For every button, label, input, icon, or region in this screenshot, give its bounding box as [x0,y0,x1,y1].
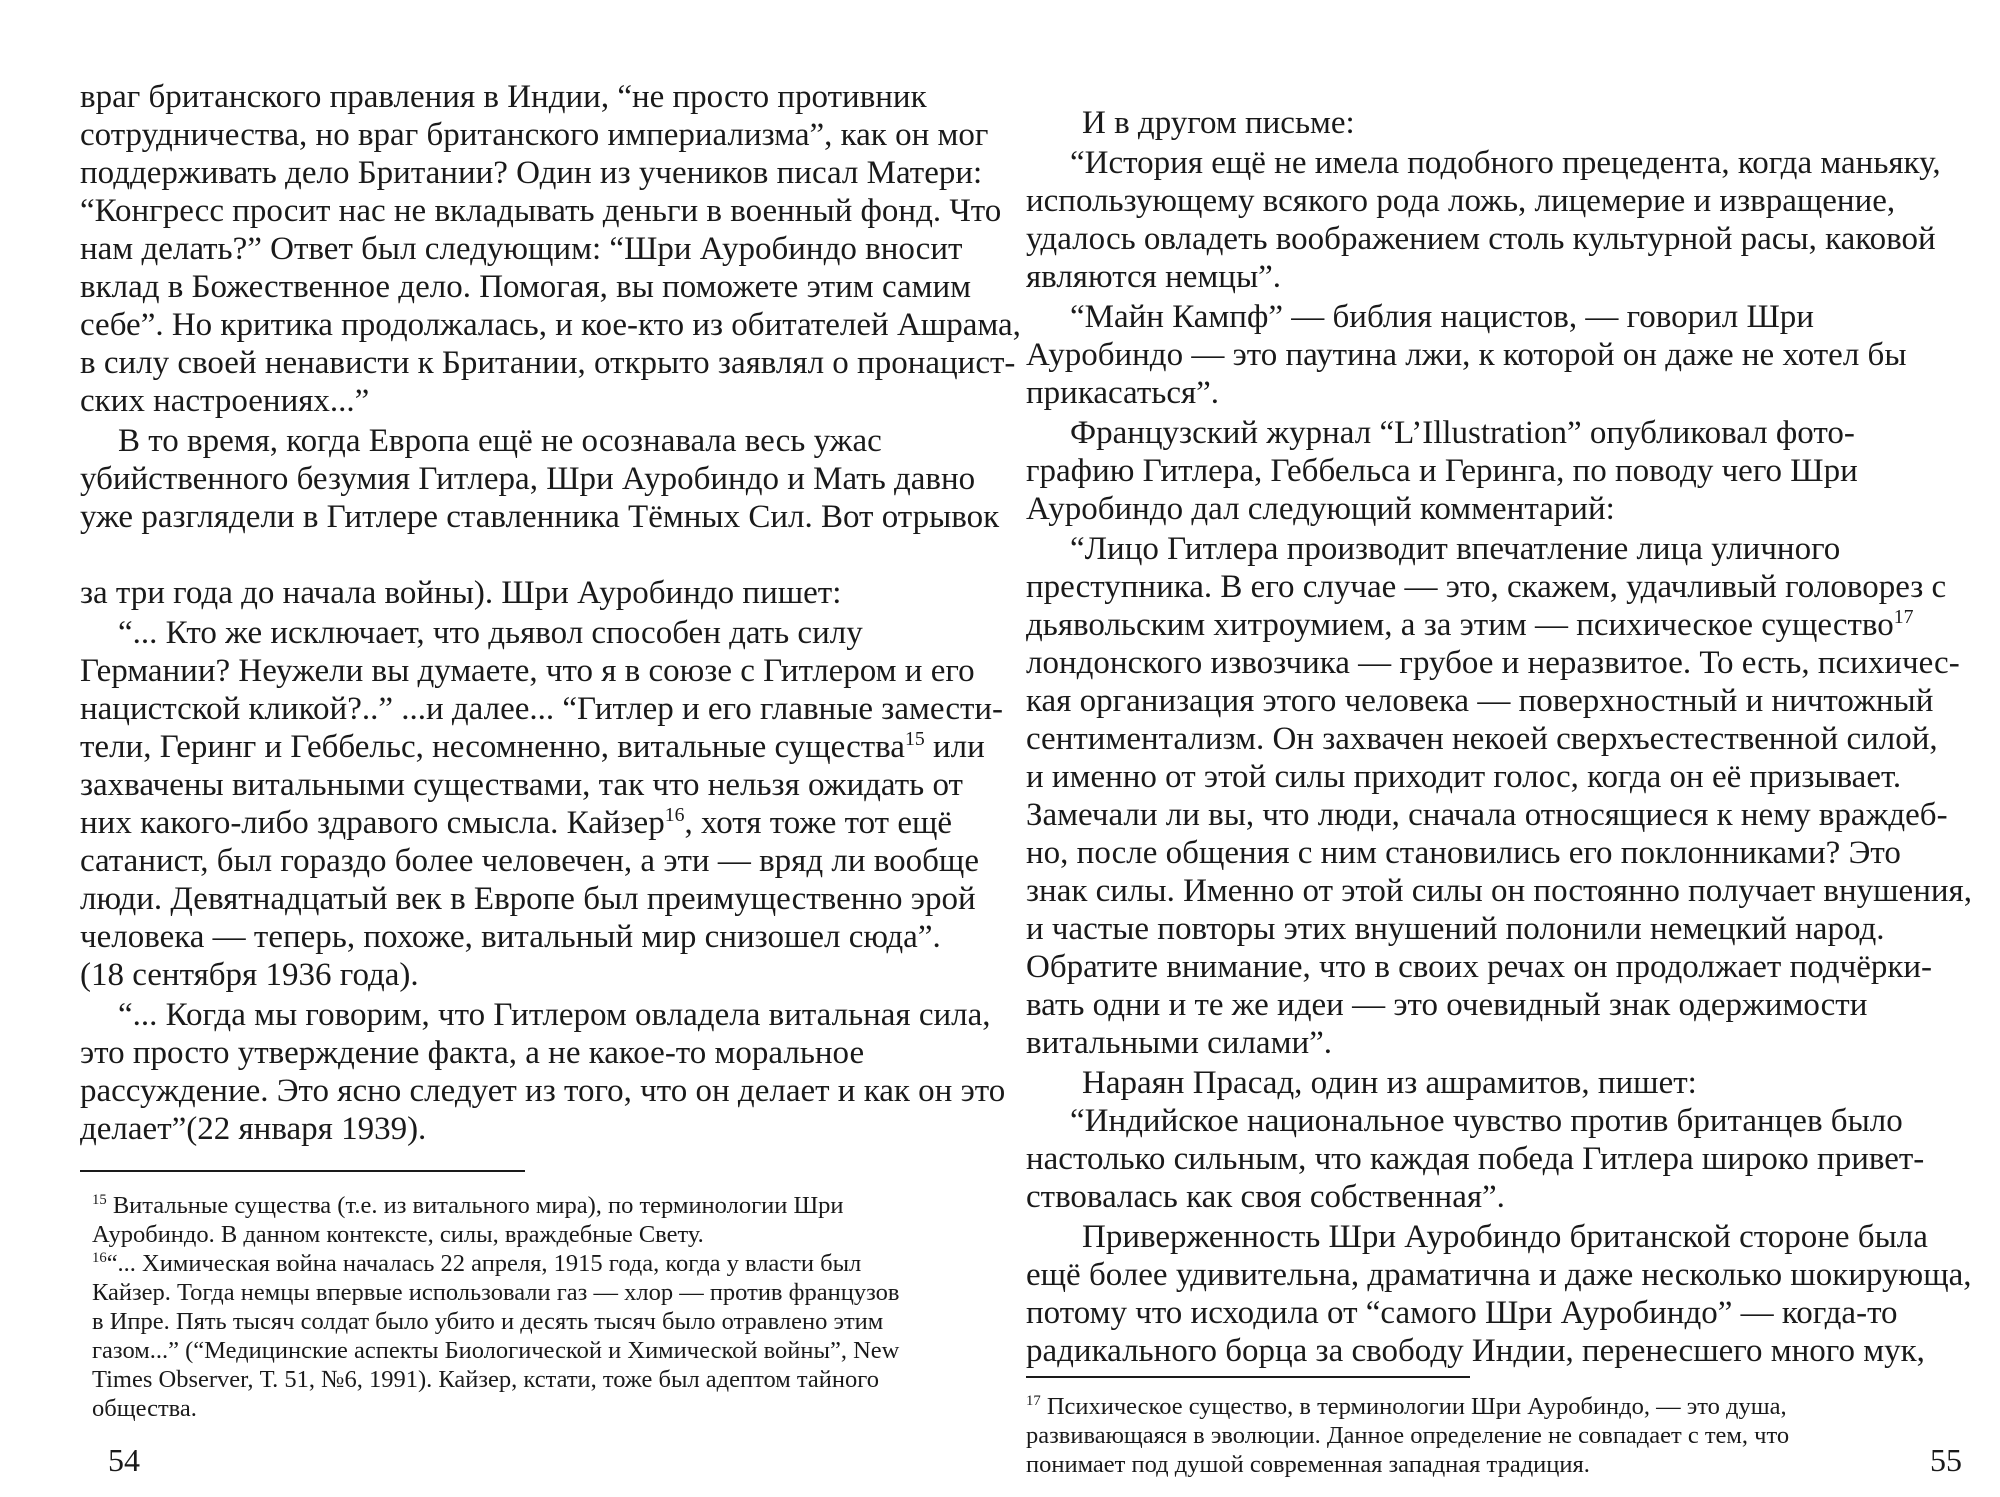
text-line: вать одни и те же идеи — это очевидный знак одержимости [1026,987,1868,1023]
footnote-line: в Ипре. Пять тысяч солдат было убито и десять тысяч было отравлено этим [92,1308,884,1335]
text-line: (18 сентября 1936 года). [80,957,419,993]
text-line: поддерживать дело Британии? Один из учеников писал Матери: [80,155,983,191]
footnote-line [1026,1392,1787,1421]
text-line: “Конгресс просит нас не вкладывать деньги в военный фонд. Что [80,193,1002,229]
page-number: 55 [1930,1442,1962,1478]
text-line: Ауробиндо дал следующий комментарий: [1026,491,1615,527]
text-line: И в другом письме: [1082,105,1355,141]
text-line: Ауробиндо — это паутина лжи, к которой он даже не хотел бы [1026,337,1907,373]
footnote-line [92,1249,861,1278]
footnote-line: развивающаяся в эволюции. Данное определение не совпадает с тем, что [1026,1422,1790,1449]
text-line: вклад в Божественное дело. Помогая, вы поможете этим самим [80,269,972,305]
text-line [1026,605,1914,645]
footnote-line: Times Observer, Т. 51, №6, 1991). Кайзер, кстати, тоже был адептом тайного [92,1366,879,1393]
text-span: или [924,729,985,765]
text-line: радикального борца за свободу Индии, перенесшего много мук, [1026,1333,1925,1369]
text-line: люди. Девятнадцатый век в Европе был преимущественно эрой [80,881,976,917]
text-line: “Майн Кампф” — библия нацистов, — говорил Шри [1070,299,1814,335]
footnote-number: 17 [1026,1392,1041,1409]
text-span: них какого-либо здравого смысла. Кайзер [80,805,665,841]
text-line: в силу своей ненависти к Британии, открыто заявлял о пронацист- [80,345,1016,381]
text-line [80,727,985,767]
text-line: но, после общения с ним становились его поклонниками? Это [1026,835,1901,871]
text-line: “Индийское национальное чувство против британцев было [1070,1103,1903,1139]
text-line: это просто утверждение факта, а не какое-то моральное [80,1035,865,1071]
text-line: “Лицо Гитлера производит впечатление лица уличного [1070,531,1841,567]
text-line: “История ещё не имела подобного прецедента, когда маньяку, [1070,145,1941,181]
text-line: лондонского извозчика — грубое и неразвитое. То есть, психичес- [1026,645,1960,681]
footnote-separator [1026,1376,1470,1378]
text-line: витальными силами”. [1026,1025,1333,1061]
text-span: дьявольским хитроумием, а за этим — психическое существо [1026,607,1894,643]
text-line: себе”. Но критика продолжалась, и кое-кто из обитателей Ашрама, [80,307,1021,343]
footnote-ref-15: 15 [904,728,925,750]
text-line: делает”(22 января 1939). [80,1111,427,1147]
text-line: “... Кто же исключает, что дьявол способен дать силу [118,615,863,651]
text-line: Германии? Неужели вы думаете, что я в союзе с Гитлером и его [80,653,975,689]
text-line: уже разглядели в Гитлере ставленника Тёмных Сил. Вот отрывок [80,499,1000,535]
text-line: настолько сильным, что каждая победа Гитлера широко привет- [1026,1141,1925,1177]
text-line: использующему всякого рода ложь, лицемерие и извращение, [1026,183,1896,219]
text-line: Французский журнал “L’Illustration” опубликовал фото- [1070,415,1855,451]
text-line: потому что исходила от “самого Шри Ауробиндо” — когда-то [1026,1295,1898,1331]
footnote-text: “... Химическая война началась 22 апреля, 1915 года, когда у власти был [106,1250,862,1277]
text-line: ствовалась как своя собственная”. [1026,1179,1505,1215]
footnote-line: Кайзер. Тогда немцы впервые использовали газ — хлор — против французов [92,1279,900,1306]
text-line: преступника. В его случае — это, скажем, удачливый головорез с [1026,569,1947,605]
footnote-text: Психическое существо, в терминологии Шри Ауробиндо, — это душа, [1046,1393,1787,1420]
text-line: враг британского правления в Индии, “не просто противник [80,79,927,115]
text-line: человека — теперь, похоже, витальный мир снизошел сюда”. [80,919,941,955]
text-line: и частые повторы этих внушений полонили немецкий народ. [1026,911,1885,947]
text-line: кая организация этого человека — поверхностный и ничтожный [1026,683,1934,719]
text-span: , хотя тоже тот ещё [684,805,953,841]
text-line: нацистской кликой?..” ...и далее... “Гитлер и его главные замести- [80,691,1004,727]
text-line: за три года до начала войны). Шри Ауробиндо пишет: [80,575,842,611]
text-line: Нараян Прасад, один из ашрамитов, пишет: [1082,1065,1697,1101]
text-line: Приверженность Шри Ауробиндо британской стороне была [1082,1219,1928,1255]
text-line: “... Когда мы говорим, что Гитлером овладела витальная сила, [118,997,991,1033]
text-span: тели, Геринг и Геббельс, несомненно, витальные существа [80,729,905,765]
footnote-number: 15 [92,1191,107,1208]
text-line: рассуждение. Это ясно следует из того, что он делает и как он это [80,1073,1006,1109]
text-line: ских настроениях...” [80,383,370,419]
footnote-ref-16: 16 [664,804,685,826]
text-line: Замечали ли вы, что люди, сначала относящиеся к нему враждеб- [1026,797,1948,833]
text-line: Обратите внимание, что в своих речах он продолжает подчёрки- [1026,949,1933,985]
text-line: и именно от этой силы приходит голос, когда он её призывает. [1026,759,1902,795]
text-line: захвачены витальными существами, так что нельзя ожидать от [80,767,963,803]
text-line: сотрудничества, но враг британского империализма”, как он мог [80,117,989,153]
footnote-ref-17: 17 [1893,606,1914,628]
text-line: графию Гитлера, Геббельса и Геринга, по поводу чего Шри [1026,453,1858,489]
text-line: убийственного безумия Гитлера, Шри Ауробиндо и Мать давно [80,461,976,497]
footnote-line: понимает под душой современная западная традиция. [1026,1451,1590,1478]
text-line: сатанист, был гораздо более человечен, а эти — вряд ли вообще [80,843,979,879]
footnote-line: общества. [92,1395,197,1422]
text-line: В то время, когда Европа ещё не осознавала весь ужас [118,423,882,459]
footnote-line [92,1191,844,1220]
page-number: 54 [108,1442,140,1478]
footnote-text: Витальные существа (т.е. из витального мира), по терминологии Шри [112,1192,844,1219]
text-line: нам делать?” Ответ был следующим: “Шри Ауробиндо вносит [80,231,963,267]
right-page [1000,0,2000,1497]
footnote-number: 16 [92,1249,107,1266]
text-line: удалось овладеть воображением столь культурной расы, каковой [1026,221,1936,257]
footnote-line: Ауробиндо. В данном контексте, силы, враждебные Свету. [92,1221,704,1248]
text-line: знак силы. Именно от этой силы он постоянно получает внушения, [1026,873,1972,909]
footnote-line: газом...” (“Медицинские аспекты Биологической и Химической войны”, New [92,1337,900,1364]
text-line [80,803,952,843]
text-line: прикасаться”. [1026,375,1220,411]
text-line: ещё более удивительна, драматична и даже несколько шокирующа, [1026,1257,1972,1293]
text-line: являются немцы”. [1026,259,1282,295]
text-line: сентиментализм. Он захвачен некоей сверхъестественной силой, [1026,721,1938,757]
footnote-separator [80,1170,525,1172]
